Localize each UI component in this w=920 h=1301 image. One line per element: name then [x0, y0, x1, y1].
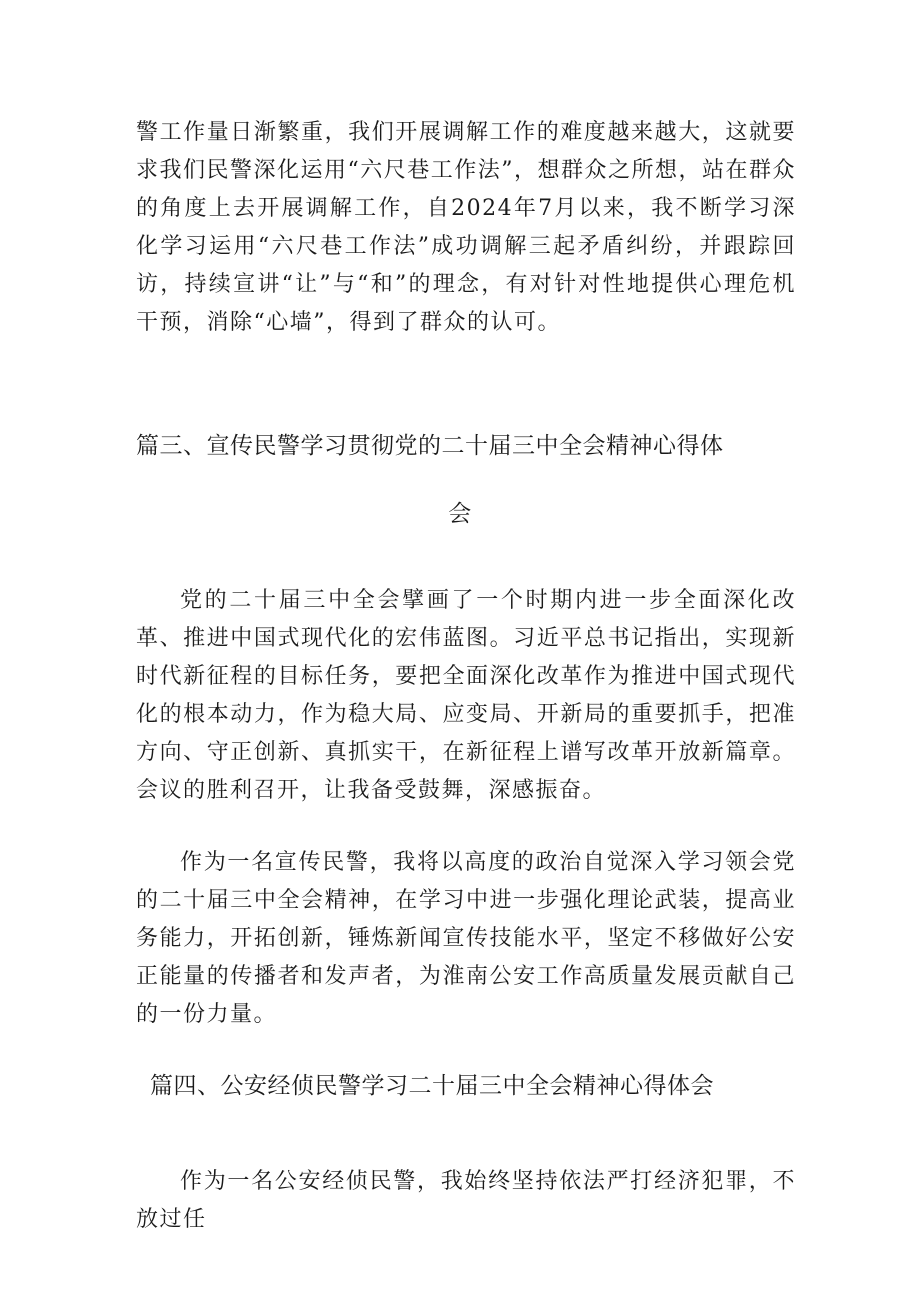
section-three-title-tail: 会: [448, 501, 472, 527]
body-paragraph: 党的二十届三中全会擘画了一个时期内进一步全面深化改革、推进中国式现代化的宏伟蓝图。习近平总书记指出，实现新时代新征程的目标任务，要把全面深化改革作为推进中国式现代化的根本动力，作为稳大局、应变局、开新局的重要抓手，把准方向、守正创新、真抓实干，在新征程上谱写改革开放新篇章。会议的胜利召开，让我备受鼓舞，深感振奋。: [136, 588, 796, 803]
section-four-title: 篇四、公安经侦民警学习二十届三中全会精神心得体会: [150, 1073, 714, 1099]
section-three-title: 篇三、宣传民警学习贯彻党的二十届三中全会精神心得体: [136, 433, 724, 459]
body-paragraph: 作为一名公安经侦民警，我始终坚持依法严打经济犯罪，不放过任: [136, 1169, 796, 1232]
body-paragraph: 作为一名宣传民警，我将以高度的政治自觉深入学习领会党的二十届三中全会精神，在学习中进一步强化理论武装，提高业务能力，开拓创新，锤炼新闻宣传技能水平，坚定不移做好公安正能量的传播者和发声者，为淮南公安工作高质量发展贡献自己的一份力量。: [136, 850, 796, 1027]
body-paragraph: 警工作量日渐繁重，我们开展调解工作的难度越来越大，这就要求我们民警深化运用“六尺巷工作法”，想群众之所想，站在群众的角度上去开展调解工作，自2024年7月以来，我不断学习深化学习运用“六尺巷工作法”成功调解三起矛盾纠纷，并跟踪回访，持续宣讲“让”与“和”的理念，有对针对性地提供心理危机干预，消除“心墙”，得到了群众的认可。: [136, 120, 796, 335]
